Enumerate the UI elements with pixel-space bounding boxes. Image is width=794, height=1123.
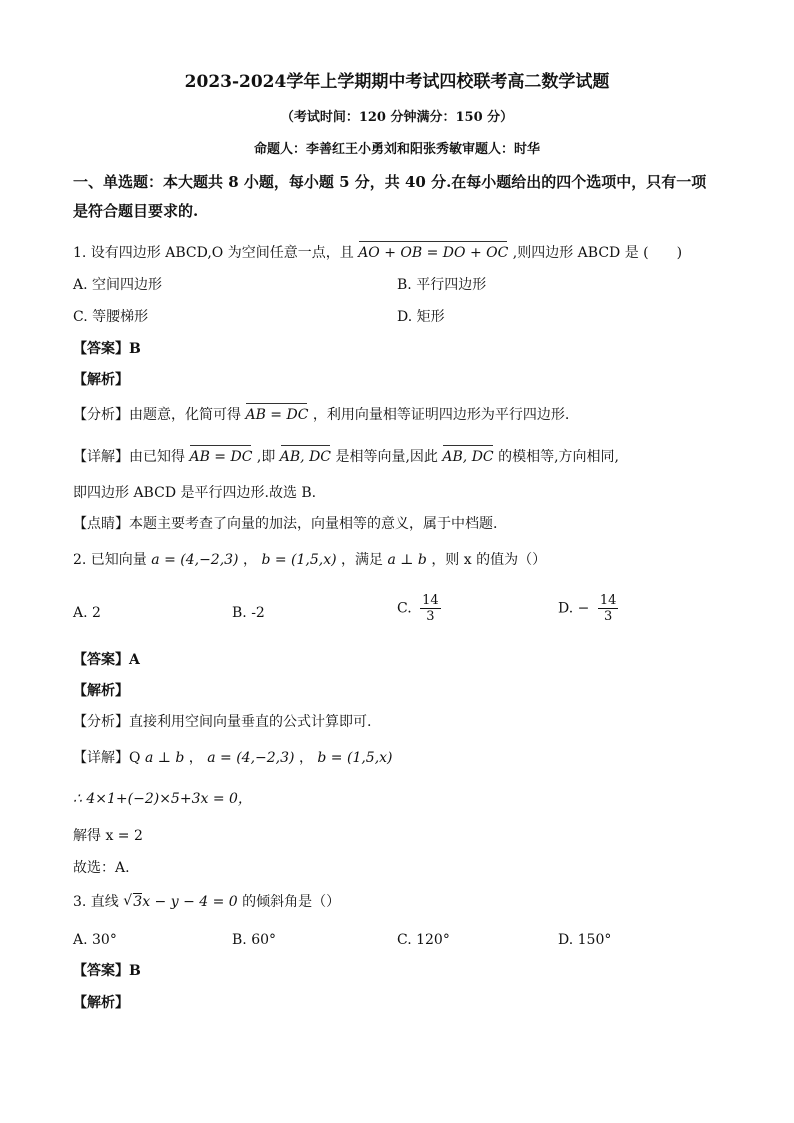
- q2-vector-a: a = (4,−2,3): [151, 552, 239, 568]
- author-line: 命题人：李善红王小勇刘和阳张秀敏审题人：时华: [253, 142, 540, 157]
- q1-xiangjie-text-m: ,即: [256, 449, 276, 465]
- q1-conclusion: 即四边形 ABCD 是平行四边形.故选 B.: [73, 485, 317, 501]
- q2-choice: 故选：A.: [73, 860, 130, 876]
- q1-formula: AO + OB = DO + OC: [358, 245, 509, 261]
- q2-option-d: [558, 593, 618, 624]
- q1-option-a: A. 空间四边形: [73, 277, 163, 293]
- q1-xiangjie: [73, 447, 619, 467]
- q2-solution: 解得 x = 2: [73, 828, 143, 844]
- q3-option-b: B. 60°: [232, 932, 277, 948]
- q1-option-b: B. 平行四边形: [397, 277, 487, 293]
- q1-fenxi-formula: AB = DC: [245, 407, 309, 423]
- q2-option-c-denominator: 3: [426, 609, 435, 624]
- q3-sqrt-radicand: 3: [133, 894, 143, 910]
- q2-option-d-fraction: [598, 593, 619, 624]
- q3-stem-text-a: 3. 直线: [73, 894, 119, 910]
- q2-xiangjie: [73, 748, 393, 768]
- q2-vector-b: b = (1,5,x): [261, 552, 337, 568]
- page-title: 2023-2024学年上学期期中考试四校联考高二数学试题: [184, 72, 610, 92]
- q2-xiangjie-perp: a ⊥ b: [144, 750, 185, 766]
- q1-fenxi: [73, 405, 569, 425]
- q1-xiangjie-formula-1: AB = DC: [189, 449, 253, 465]
- q1-xiangjie-text-a: 【详解】由已知得: [73, 449, 185, 465]
- q3-answer: 【答案】B: [73, 963, 141, 979]
- q2-option-c: [397, 593, 441, 624]
- q1-fenxi-text-a: 【分析】由题意，化简可得: [73, 407, 241, 423]
- section-heading-line1: 一、单选题：本大题共 8 小题，每小题 5 分，共 40 分.在每小题给出的四个选项中，只有一项: [73, 173, 707, 191]
- q2-option-d-label: D. −: [558, 600, 590, 617]
- q1-stem-text-b: ,则四边形 ABCD 是 ( ): [512, 245, 683, 261]
- q3-sqrt: [123, 892, 142, 912]
- q3-equation: x − y − 4 = 0: [142, 894, 238, 910]
- q2-option-d-numerator: 14: [599, 593, 617, 608]
- q1-fenxi-text-b: ，利用向量相等证明四边形为平行四边形.: [312, 407, 570, 423]
- q2-option-c-label: C.: [397, 600, 412, 617]
- q2-stem: [73, 550, 546, 570]
- q1-answer: 【答案】B: [73, 341, 141, 357]
- q1-xiangjie-formula-2: AB, DC: [279, 449, 332, 465]
- q3-analysis-label: 【解析】: [73, 995, 129, 1011]
- q2-fenxi: 【分析】直接利用空间向量垂直的公式计算即可.: [73, 714, 372, 730]
- q2-analysis-label: 【解析】: [73, 683, 129, 699]
- q2-xiangjie-text-a: 【详解】Q: [73, 750, 141, 766]
- q2-stem-text-b: ，则 x 的值为（）: [431, 552, 547, 568]
- q2-stem-text-m: ，满足: [341, 552, 384, 568]
- q2-option-b: B. -2: [232, 605, 265, 621]
- q1-option-c: C. 等腰梯形: [73, 309, 149, 325]
- q1-xiangjie-text-b: 的模相等,方向相同,: [498, 449, 619, 465]
- q1-xiangjie-text-n: 是相等向量,因此: [335, 449, 438, 465]
- q1-stem-text-a: 1. 设有四边形 ABCD,O 为空间任意一点，且: [73, 245, 354, 261]
- q2-answer: 【答案】A: [73, 652, 140, 668]
- q2-xiangjie-vector-a: a = (4,−2,3): [207, 750, 295, 766]
- q3-option-a: A. 30°: [73, 932, 117, 948]
- q3-stem: [73, 892, 340, 912]
- q2-option-d-denominator: 3: [603, 609, 613, 624]
- q2-sep: ，: [242, 552, 257, 568]
- q1-analysis-label: 【解析】: [73, 372, 129, 388]
- q3-option-c: C. 120°: [397, 932, 450, 948]
- q2-xiangjie-vector-b: b = (1,5,x): [317, 750, 393, 766]
- q2-stem-text-a: 2. 已知向量: [73, 552, 147, 568]
- q1-stem: [73, 243, 682, 263]
- q2-perp: a ⊥ b: [387, 552, 427, 568]
- exam-info: （考试时间：120 分钟满分：150 分）: [280, 110, 514, 125]
- q3-stem-text-b: 的倾斜角是（）: [242, 894, 341, 910]
- q2-option-a: A. 2: [73, 605, 101, 621]
- q1-option-d: D. 矩形: [397, 309, 445, 325]
- q1-xiangjie-formula-3: AB, DC: [442, 449, 494, 465]
- q2-option-c-numerator: 14: [422, 593, 439, 608]
- q2-xiangjie-sep2: ，: [298, 750, 313, 766]
- q1-dianjing: 【点睛】本题主要考查了向量的加法，向量相等的意义，属于中档题.: [73, 516, 498, 532]
- q3-option-d: D. 150°: [558, 932, 612, 948]
- q2-calculation: ∴ 4×1+(−2)×5+3x = 0，: [73, 791, 252, 807]
- q2-option-c-fraction: [420, 593, 441, 624]
- section-heading-line2: 是符合题目要求的.: [73, 202, 199, 220]
- q2-xiangjie-sep1: ，: [188, 750, 203, 766]
